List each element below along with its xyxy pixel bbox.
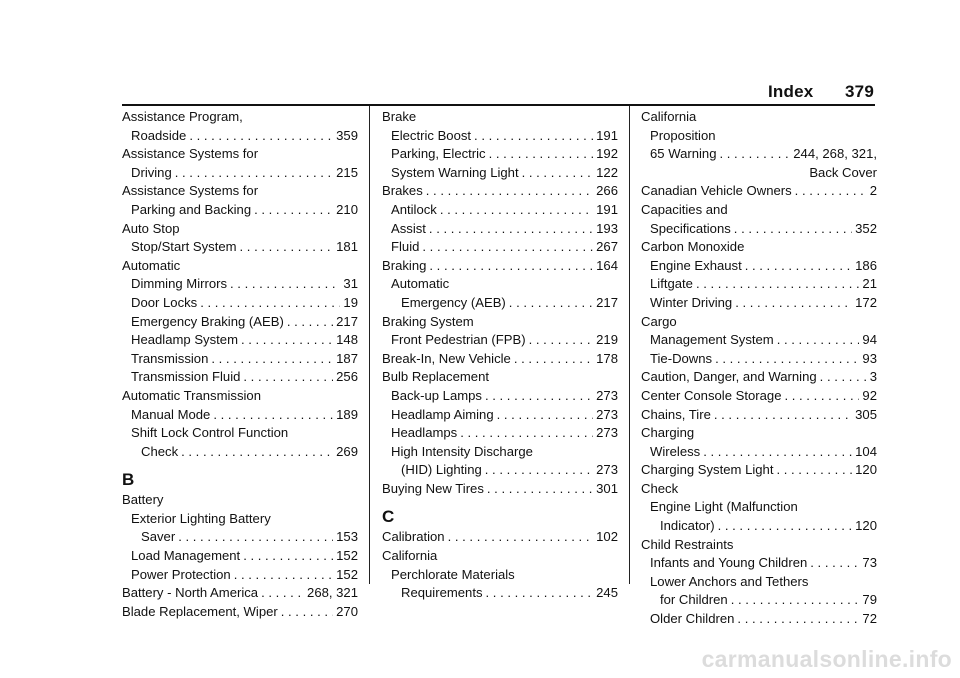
index-entry: Blade Replacement, Wiper . . . 270 (122, 603, 358, 622)
index-entry: Emergency (AEB) . . . 217 (382, 294, 618, 313)
index-entry: Braking . . . 164 (382, 257, 618, 276)
section-letter: B (122, 470, 135, 490)
index-heading: Check (641, 480, 679, 496)
index-heading: Battery (122, 492, 164, 508)
page-number: 379 (845, 82, 874, 101)
index-heading: Auto Stop (122, 220, 180, 236)
index-column-3 (641, 108, 877, 629)
index-subheading: Perchlorate Materials (391, 566, 515, 582)
index-entry: Indicator) . . . 120 (641, 517, 877, 536)
index-entry: System Warning Light . . . 122 (382, 164, 618, 183)
index-entry: Chains, Tire . . . 305 (641, 406, 877, 425)
index-heading: Child Restraints (641, 536, 734, 552)
header-rule (122, 104, 875, 106)
index-entry: Back-up Lamps . . . 273 (382, 387, 618, 406)
index-heading: Cargo (641, 313, 677, 329)
index-heading: California (382, 548, 438, 564)
index-heading: Braking System (382, 313, 474, 329)
index-entry: Brakes . . . 266 (382, 182, 618, 201)
section-letter: C (382, 507, 395, 527)
index-heading: Capacities and (641, 201, 728, 217)
index-subheading: Exterior Lighting Battery (131, 510, 271, 526)
index-entry: Load Management . . . 152 (122, 547, 358, 566)
index-entry: Headlamp System . . . 148 (122, 331, 358, 350)
index-entry: Older Children . . . 72 (641, 610, 877, 629)
column-divider (629, 106, 630, 584)
index-subheading: High Intensity Discharge (391, 443, 533, 459)
index-subheading: Engine Light (Malfunction (650, 499, 798, 515)
index-subheading: Automatic (391, 276, 450, 292)
index-entry: Check . . . 269 (122, 443, 358, 462)
index-entry: Engine Exhaust . . . 186 (641, 257, 877, 276)
index-subheading: Lower Anchors and Tethers (650, 573, 809, 589)
watermark: carmanualsonline.info (701, 646, 952, 672)
index-entry: Caution, Danger, and Warning . . . 3 (641, 368, 877, 387)
index-entry: Stop/Start System . . . 181 (122, 238, 358, 257)
index-entry: for Children . . . 79 (641, 591, 877, 610)
index-entry: Charging System Light . . . 120 (641, 461, 877, 480)
index-entry: Assist . . . 193 (382, 220, 618, 239)
index-entry: Specifications . . . 352 (641, 220, 877, 239)
index-entry: Tie-Downs . . . 93 (641, 350, 877, 369)
index-subheading: Shift Lock Control Function (131, 425, 289, 441)
index-entry: Manual Mode . . . 189 (122, 406, 358, 425)
index-entry: Center Console Storage . . . 92 (641, 387, 877, 406)
index-entry: Power Protection . . . 152 (122, 566, 358, 585)
index-entry: Driving . . . 215 (122, 164, 358, 183)
index-heading: Assistance Program, (122, 109, 243, 124)
index-heading: Carbon Monoxide (641, 239, 745, 255)
index-heading: California (641, 109, 697, 124)
index-entry: Transmission Fluid . . . 256 (122, 368, 358, 387)
index-entry: Break-In, New Vehicle . . . 178 (382, 350, 618, 369)
index-entry: Parking and Backing . . . 210 (122, 201, 358, 220)
index-heading: Assistance Systems for (122, 183, 259, 199)
index-entry: Fluid . . . 267 (382, 238, 618, 257)
index-entry: Saver . . . 153 (122, 528, 358, 547)
index-heading: Automatic Transmission (122, 387, 261, 403)
index-heading: Bulb Replacement (382, 369, 489, 385)
index-entry: Transmission . . . 187 (122, 350, 358, 369)
index-entry: Door Locks . . . 19 (122, 294, 358, 313)
index-entry: Infants and Young Children . . . 73 (641, 554, 877, 573)
index-entry: Emergency Braking (AEB) . . . 217 (122, 313, 358, 332)
index-entry: Front Pedestrian (FPB) . . . 219 (382, 331, 618, 350)
header-title: Index (768, 82, 814, 101)
index-entry: Headlamp Aiming . . . 273 (382, 406, 618, 425)
index-heading: Charging (641, 425, 695, 441)
index-heading: Brake (382, 109, 417, 124)
index-heading: Assistance Systems for (122, 146, 259, 162)
index-entry: Dimming Mirrors . . . 31 (122, 275, 358, 294)
column-divider (369, 106, 370, 584)
index-heading: Automatic (122, 257, 181, 273)
index-entry: Headlamps . . . 273 (382, 424, 618, 443)
index-entry: Electric Boost . . . 191 (382, 127, 618, 146)
index-entry: Parking, Electric . . . 192 (382, 145, 618, 164)
index-entry: Roadside . . . 359 (122, 127, 358, 146)
index-entry: 65 Warning . . . 244, 268, 321, (641, 145, 877, 164)
page-header (768, 82, 874, 102)
index-subheading: Proposition (650, 127, 716, 143)
index-entry: Calibration . . . 102 (382, 528, 618, 547)
index-entry: Canadian Vehicle Owners . . . 2 (641, 182, 877, 201)
index-column-1 (122, 108, 358, 621)
index-entry: Requirements . . . 245 (382, 584, 618, 603)
index-entry: Winter Driving . . . 172 (641, 294, 877, 313)
index-entry: (HID) Lighting . . . 273 (382, 461, 618, 480)
index-entry: Wireless . . . 104 (641, 443, 877, 462)
index-entry: Battery - North America . . . 268, 321 (122, 584, 358, 603)
index-entry: Management System . . . 94 (641, 331, 877, 350)
index-entry: Buying New Tires . . . 301 (382, 480, 618, 499)
index-continuation: Back Cover (809, 164, 877, 180)
index-entry: Liftgate . . . 21 (641, 275, 877, 294)
index-entry: Antilock . . . 191 (382, 201, 618, 220)
index-column-2 (382, 108, 618, 603)
